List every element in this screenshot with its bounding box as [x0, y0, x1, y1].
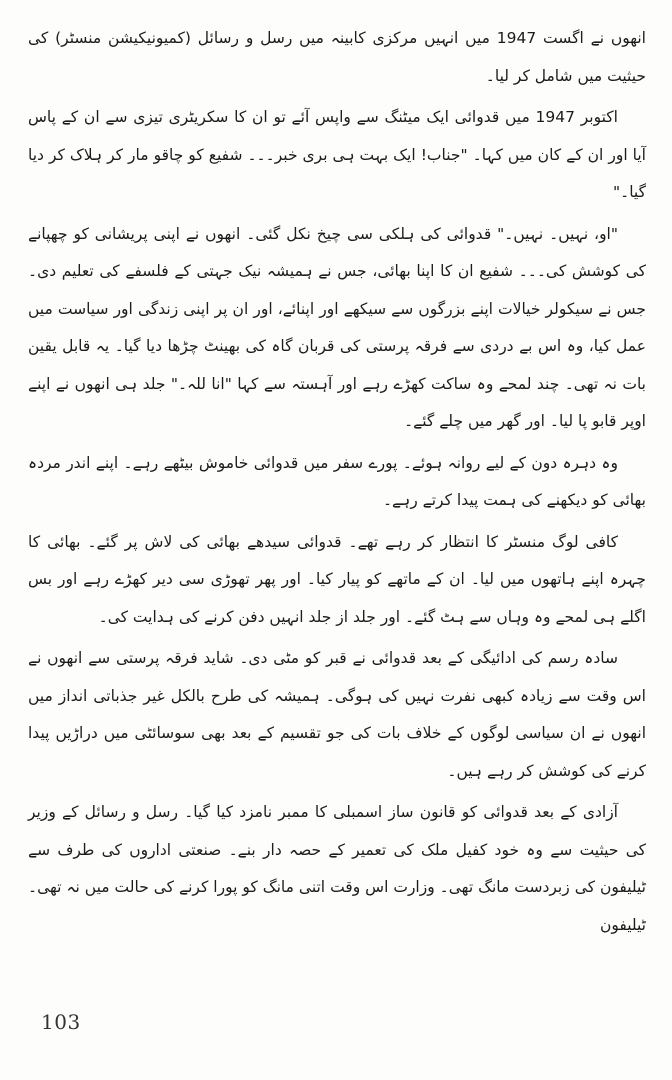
page-body-text	[28, 20, 646, 948]
paragraph-3: "او، نہیں۔ نہیں۔" قدوائی کی ہلکی سی چیخ نکل گئی۔ انھوں نے اپنی پریشانی کو چھپانے کی کوشش کی۔۔۔ شفیع ان کا اپنا بھائی، جس نے ہمیشہ نیک جہتی کے فلسفے کی تعلیم دی۔ جس نے سیکولر خیالات اپنے بزرگوں سے سیکھے اور اپنائے، اور ان پر اپنی زندگی اور سیاست میں عمل کیا، وہ اس بے دردی سے فرقہ پرستی کی قربان گاہ کی بھینٹ چڑھا دیا گیا۔ یہ قابل یقین بات نہ تھی۔ چند لمحے وہ ساکت کھڑے رہے اور آہستہ سے کہا "انا للہ۔" جلد ہی انھوں نے اپنے اوپر قابو پا لیا۔ اور گھر میں چلے گئے۔	[28, 224, 646, 430]
paragraph-2: اکتوبر 1947 میں قدوائی ایک میٹنگ سے واپس آئے تو ان کا سکریٹری تیزی سے ان کے پاس آیا اور ان کے کان میں کہا۔ "جناب! ایک بہت ہی بری خبر۔۔۔ شفیع کو چاقو مار کر ہلاک کر دیا گیا۔"	[28, 108, 646, 201]
paragraph-6: سادہ رسم کی ادائیگی کے بعد قدوائی نے قبر کو مٹی دی۔ شاید فرقہ پرستی سے انھوں نے اس وقت سے زیادہ کبھی نفرت نہیں کی ہوگی۔ ہمیشہ کی طرح بالکل غیر جذباتی انداز میں انھوں نے ان سیاسی لوگوں کے خلاف بات کی جو تقسیم کے بعد بھی سوسائٹی میں دراڑیں پیدا کرنے کی کوشش کر رہے ہیں۔	[28, 649, 646, 780]
paragraph-4: وہ دہرہ دون کے لیے روانہ ہوئے۔ پورے سفر میں قدوائی خاموش بیٹھے رہے۔ اپنے اندر مردہ بھائی کو دیکھنے کی ہمت پیدا کرتے رہے۔	[28, 453, 646, 509]
page-number: 103	[41, 1010, 81, 1034]
paragraph-5: کافی لوگ منسٹر کا انتظار کر رہے تھے۔ قدوائی سیدھے بھائی کی لاش پر گئے۔ بھائی کا چہرہ اپنے ہاتھوں میں لیا۔ ان کے ماتھے کو پیار کیا۔ اور پھر تھوڑی سی دیر کھڑے رہے اور بس اگلے ہی لمحے وہ وہاں سے ہٹ گئے۔ اور جلد از جلد انہیں دفن کرنے کی ہدایت کی۔	[28, 532, 646, 626]
paragraph-7: آزادی کے بعد قدوائی کو قانون ساز اسمبلی کا ممبر نامزد کیا گیا۔ رسل و رسائل کے وزیر کی حیثیت سے وہ خود کفیل ملک کی تعمیر کے حصہ دار بنے۔ صنعتی اداروں کی طرف سے ٹیلیفون کی زبردست مانگ تھی۔ وزارت اس وقت اتنی مانگ کو پورا کرنے کی حالت میں نہ تھی۔ ٹیلیفون	[28, 803, 646, 934]
paragraph-1: انھوں نے اگست 1947 میں انہیں مرکزی کابینہ میں رسل و رسائل (کمیونیکیشن منسٹر) کی حیثیت میں شامل کر لیا۔	[28, 29, 646, 85]
